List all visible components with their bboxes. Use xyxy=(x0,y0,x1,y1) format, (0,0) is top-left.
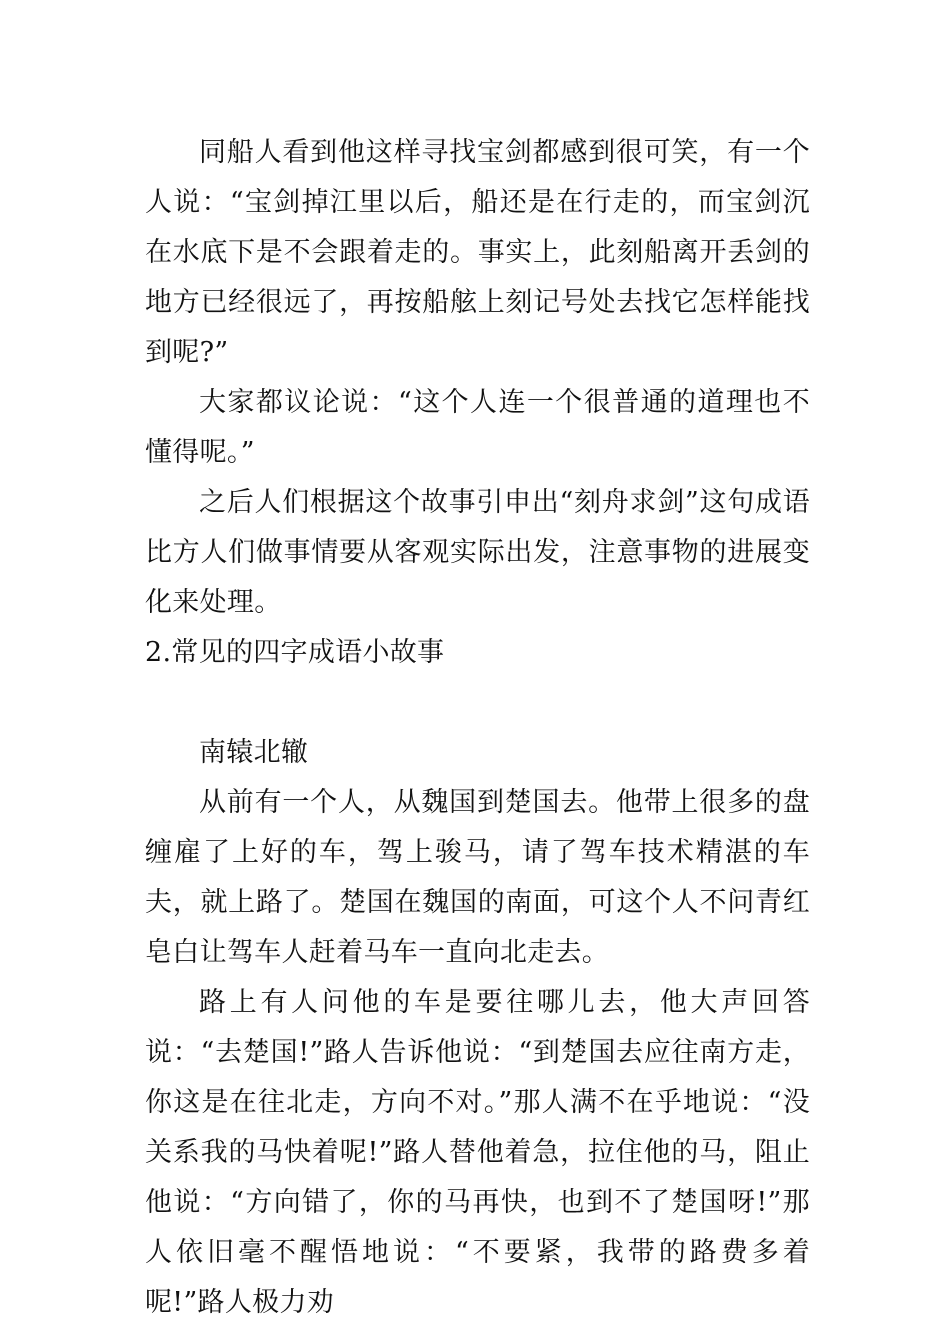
story-title: 南辕北辙 xyxy=(199,737,309,768)
paragraph-sword-search: 同船人看到他这样寻找宝剑都感到很可笑，有一个人说：“宝剑掉江里以后，船还是在行走的，而宝剑沉在水底下是不会跟着走的。事实上，此刻船离开丢剑的地方已经很远了，再按船舷上刻记号处去找它怎样能找到呢?” xyxy=(145,137,810,368)
paragraph-idiom-meaning: 之后人们根据这个故事引申出“刻舟求剑”这句成语比方人们做事情要从客观实际出发，注意事物的进展变化来处理。 xyxy=(145,487,810,618)
document-body xyxy=(145,128,810,1328)
paragraph-journey-start: 从前有一个人，从魏国到楚国去。他带上很多的盘缠雇了上好的车，驾上骏马，请了驾车技术精湛的车夫，就上路了。楚国在魏国的南面，可这个人不问青红皂白让驾车人赶着马车一直向北走去。 xyxy=(145,787,810,968)
paragraph-road-dialogue: 路上有人问他的车是要往哪儿去，他大声回答说：“去楚国!”路人告诉他说：“到楚国去应往南方走，你这是在往北走，方向不对。”那人满不在乎地说：“没关系我的马快着呢!”路人替他着急，拉住他的马，阻止他说：“方向错了，你的马再快，也到不了楚国呀!”那人依旧毫不醒悟地说：“不要紧，我带的路费多着呢!”路人极力劝 xyxy=(145,987,810,1318)
section-heading: 2.常见的四字成语小故事 xyxy=(145,637,445,668)
paragraph-discussion: 大家都议论说：“这个人连一个很普通的道理也不懂得呢。” xyxy=(145,387,810,468)
blank-line xyxy=(145,678,810,728)
